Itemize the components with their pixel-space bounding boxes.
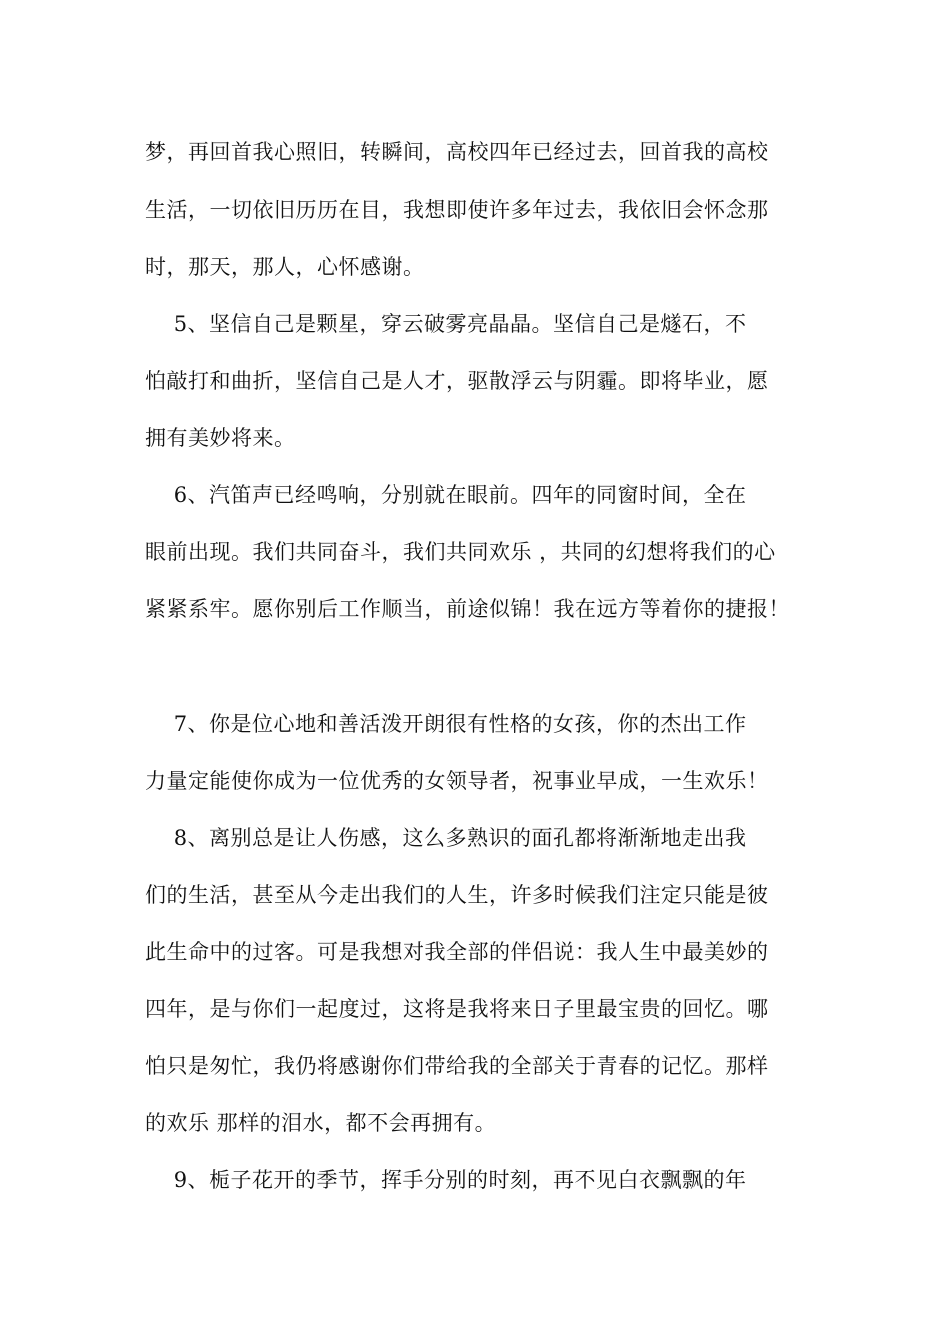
text-line: 7、你是位心地和善活泼开朗很有性格的女孩，你的杰出工作 [145, 712, 747, 736]
text-line: 的欢乐 那样的泪水，都不会再拥有。 [145, 1111, 497, 1135]
text-line: 怕只是匆忙，我仍将感谢你们带给我的全部关于青春的记忆。那样 [145, 1054, 769, 1078]
text-line: 力量定能使你成为一位优秀的女领导者，祝事业早成，一生欢乐！ [145, 769, 769, 793]
text-line: 6、汽笛声已经鸣响，分别就在眼前。四年的同窗时间，全在 [145, 483, 747, 507]
text-line: 四年，是与你们一起度过，这将是我将来日子里最宝贵的回忆。哪 [145, 997, 769, 1021]
text-line: 5、坚信自己是颗星，穿云破雾亮晶晶。坚信自己是燧石，不 [145, 312, 747, 336]
text-line: 怕敲打和曲折，坚信自己是人才，驱散浮云与阴霾。即将毕业，愿 [145, 369, 769, 393]
text-line: 9、栀子花开的季节，挥手分别的时刻，再不见白衣飘飘的年 [145, 1168, 747, 1192]
text-line: 8、离别总是让人伤感，这么多熟识的面孔都将渐渐地走出我 [145, 826, 747, 850]
text-line: 拥有美妙将来。 [145, 426, 296, 450]
text-line: 眼前出现。我们共同奋斗，我们共同欢乐 ，共同的幻想将我们的心 [145, 540, 776, 564]
text-line: 时，那天，那人，心怀感谢。 [145, 255, 425, 279]
text-line: 此生命中的过客。可是我想对我全部的伴侣说：我人生中最美妙的 [145, 940, 769, 964]
text-line: 紧紧系牢。愿你别后工作顺当，前途似锦！我在远方等着你的捷报！ [145, 597, 790, 621]
text-line: 生活，一切依旧历历在目，我想即使许多年过去，我依旧会怀念那 [145, 198, 769, 222]
text-line: 梦，再回首我心照旧，转瞬间，高校四年已经过去，回首我的高校 [145, 140, 769, 164]
text-line: 们的生活，甚至从今走出我们的人生，许多时候我们注定只能是彼 [145, 883, 769, 907]
